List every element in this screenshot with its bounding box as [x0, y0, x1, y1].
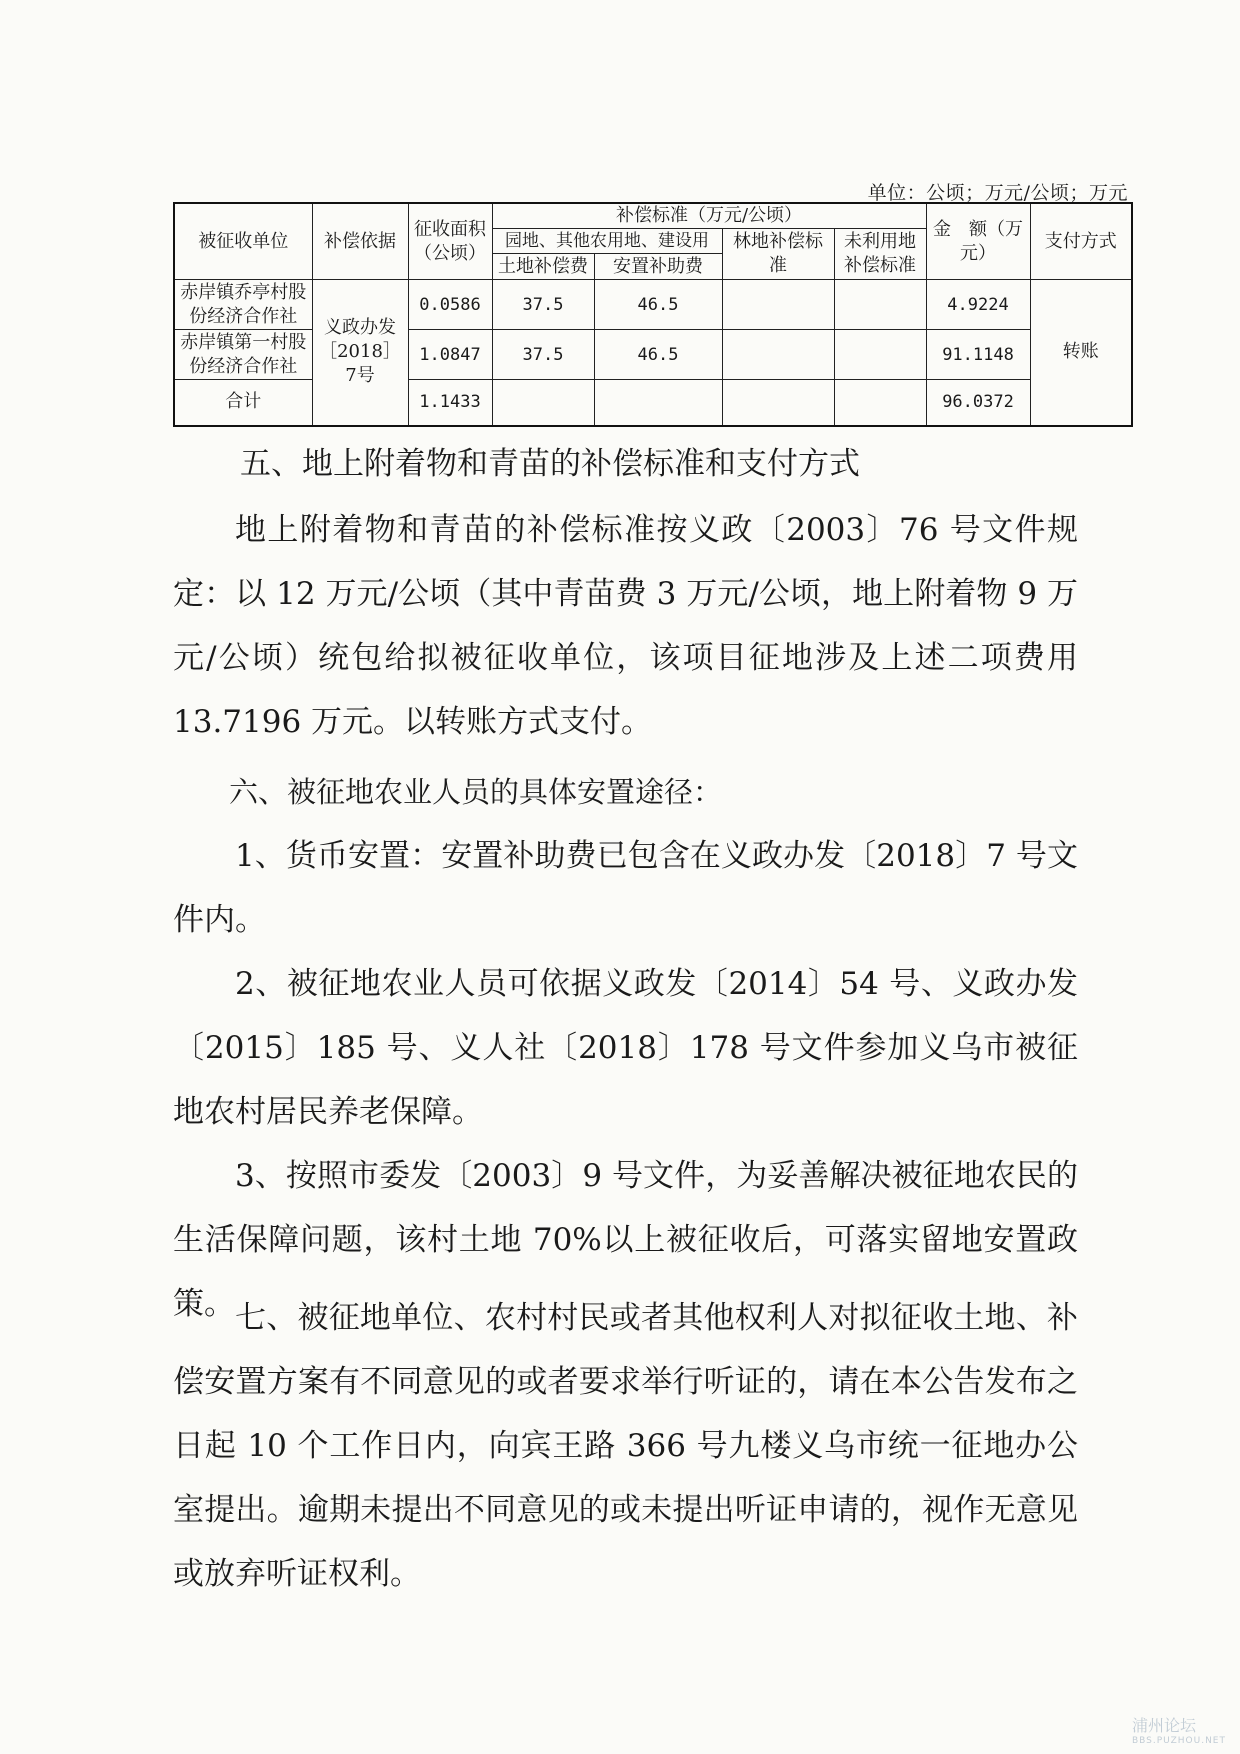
section5-heading: 五、地上附着物和青苗的补偿标准和支付方式: [240, 446, 860, 482]
table-row: [174, 280, 1132, 330]
row-amount: 4.9224: [926, 280, 1030, 330]
site-watermark: [1132, 1713, 1226, 1746]
watermark-sub: BBS.PUZHOU.NET: [1131, 1736, 1226, 1746]
header-basis: 补偿依据: [312, 203, 408, 280]
section6-item-3: 3、按照市委发〔2003〕9 号文件，为妥善解决被征地农民的生活保障问题，该村土地 70%以上被征收后，可落实留地安置政策。: [173, 1158, 1078, 1322]
header-unit: 被征收单位: [174, 203, 312, 280]
total-area: 1.1433: [408, 380, 492, 426]
section6-item-2: 2、被征地农业人员可依据义政发〔2014〕54 号、义政办发〔2015〕185 号、义人社〔2018〕178 号文件参加义乌市被征地农村居民养老保障。: [173, 966, 1078, 1130]
section6-body: [173, 760, 1078, 1336]
row-unused: [834, 280, 926, 330]
total-label: 合计: [174, 380, 312, 426]
header-resettle-fee: 安置补助费: [594, 254, 722, 280]
row-unit: 赤岸镇乔亭村股份经济合作社: [174, 280, 312, 330]
row-land-fee: 37.5: [492, 330, 594, 380]
section5-paragraph: 地上附着物和青苗的补偿标准按义政〔2003〕76 号文件规定：以 12 万元/公顷（其中青苗费 3 万元/公顷，地上附着物 9 万元/公顷）统包给拟被征收单位，该项目征地涉及上述二项费用 13.7196 万元。以转账方式支付。: [173, 512, 1078, 740]
basis-cell: 义政办发［2018］7号: [312, 280, 408, 426]
row-land-fee: 37.5: [492, 280, 594, 330]
row-forest: [722, 280, 834, 330]
section7-paragraph: 七、被征地单位、农村村民或者其他权利人对拟征收土地、补偿安置方案有不同意见的或者要求举行听证的，请在本公告发布之日起 10 个工作日内，向宾王路 366 号九楼义乌市统一征地办公室提出。逾期未提出不同意见的或未提出听证申请的，视作无意见或放弃听证权利。: [173, 1300, 1078, 1592]
row-unit: 赤岸镇第一村股份经济合作社: [174, 330, 312, 380]
header-area: 征收面积（公顷）: [408, 203, 492, 280]
row-unused: [834, 330, 926, 380]
section6-item-1: 1、货币安置：安置补助费已包含在义政办发〔2018〕7 号文件内。: [173, 838, 1078, 938]
header-payment: 支付方式: [1030, 203, 1132, 280]
header-garden: 园地、其他农用地、建设用: [492, 229, 722, 254]
section5-body: [173, 498, 1078, 754]
total-amount: 96.0372: [926, 380, 1030, 426]
section6-heading: 六、被征地农业人员的具体安置途径：: [229, 775, 723, 809]
row-area: 0.0586: [408, 280, 492, 330]
header-forest: 林地补偿标准: [722, 229, 834, 280]
row-amount: 91.1148: [926, 330, 1030, 380]
payment-cell: 转账: [1030, 280, 1132, 426]
header-amount: 金 额（万元）: [926, 203, 1030, 280]
section7-body: [173, 1286, 1078, 1606]
row-area: 1.0847: [408, 330, 492, 380]
row-resettle-fee: 46.5: [594, 280, 722, 330]
row-forest: [722, 330, 834, 380]
row-resettle-fee: 46.5: [594, 330, 722, 380]
header-standard: 补偿标准（万元/公顷）: [492, 203, 926, 229]
header-land-fee: 土地补偿费: [492, 254, 594, 280]
compensation-table: [173, 202, 1133, 427]
unit-note: 单位：公顷；万元/公顷；万元: [867, 182, 1128, 204]
watermark-main: 浦州论坛: [1131, 1716, 1196, 1735]
header-unused: 未利用地补偿标准: [834, 229, 926, 280]
